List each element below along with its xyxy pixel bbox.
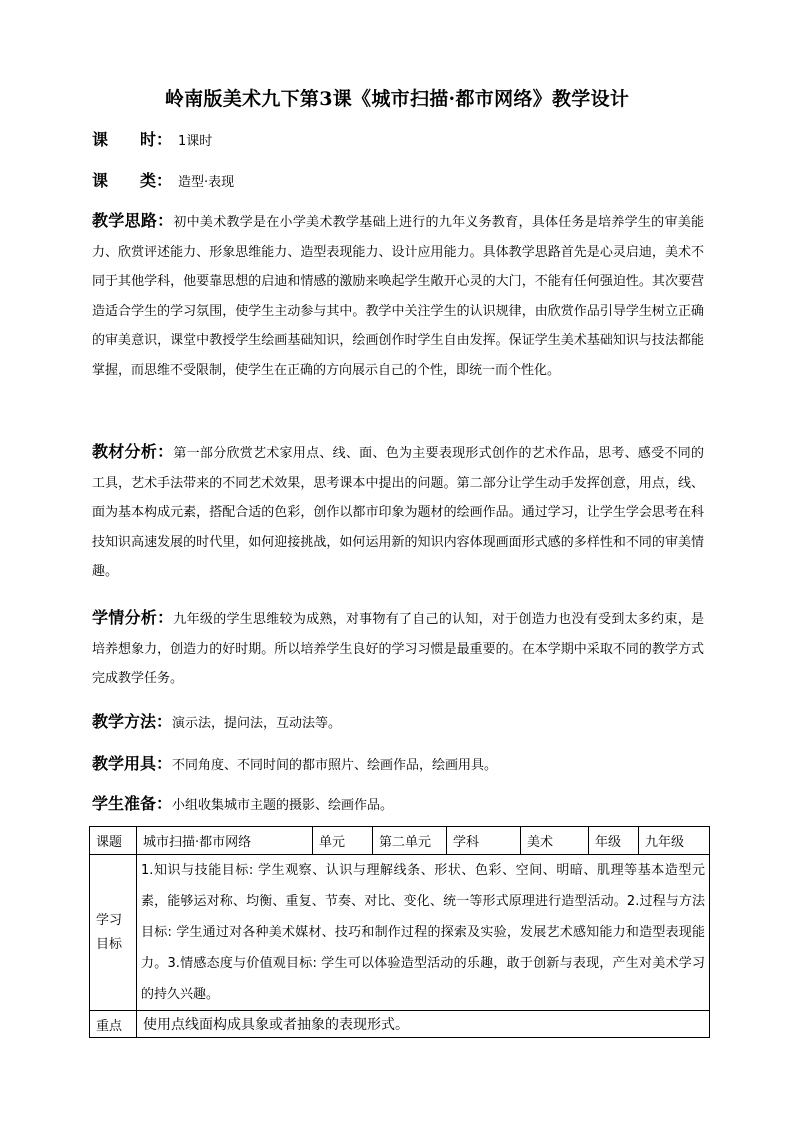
teaching-thinking-text: 初中美术教学是在小学美术教学基础上进行的九年义务教育，具体任务是培养学生的审美能力、欣赏评述能力、形象思维能力、造型表现能力、设计应用能力。具体教学思路首先是心灵启迪，美术不同于其他学科，他要靠思想的启迪和情感的激励来唤起学生敞开心灵的大门，不能有任何强迫性。其次要营造适合学生的学习氛围，使学生主动参与其中。教学中关注学生的认识规律，由欣赏作品引导学生树立正确的审美意识，课堂中教授学生绘画基础知识，绘画创作时学生自由发挥。保证学生美术基础知识与技法都能掌握，而思维不受限制，使学生在正确的方向展示自己的个性，即统一而个性化。 <box>92 215 704 378</box>
category-value: 造型·表现 <box>178 175 235 190</box>
category-field <box>92 165 704 198</box>
material-analysis-label: 教材分析： <box>92 442 174 461</box>
teaching-tools-text: 不同角度、不同时间的都市照片、绘画作品，绘画用具。 <box>172 758 498 773</box>
hours-value: 1课时 <box>178 134 213 149</box>
table-row <box>90 1011 710 1038</box>
table-cell-subject-value: 美术 <box>521 827 589 855</box>
student-prep-section <box>92 789 704 821</box>
teaching-thinking-section <box>92 206 704 385</box>
student-prep-label: 学生准备： <box>92 794 173 813</box>
table-cell-key-text: 使用点线面构成具象或者抽象的表现形式。 <box>137 1011 710 1038</box>
student-prep-text: 小组收集城市主题的摄影、绘画作品。 <box>172 798 394 813</box>
lesson-info-table <box>89 826 710 1038</box>
teaching-methods-text: 演示法，提问法，互动法等。 <box>172 716 342 731</box>
teaching-methods-section <box>92 707 704 739</box>
hours-label: 课 时： <box>92 130 173 149</box>
goals-label-line2: 目标 <box>96 936 123 952</box>
table-cell-grade-label: 年级 <box>589 827 639 855</box>
material-analysis-text: 第一部分欣赏艺术家用点、线、面、色为主要表现形式创作的艺术作品，思考、感受不同的工具，艺术手法带来的不同艺术效果，思考课本中提出的问题。第二部分让学生动手发挥创意，用点，线、面为基本构成元素，搭配合适的色彩，创作以都市印象为题材的绘画作品。通过学习，让学生学会思考在科技知识高速发展的时代里，如何迎接挑战，如何运用新的知识内容体现画面形式感的多样性和不同的审美情趣。 <box>92 446 704 579</box>
table-cell-grade-value: 九年级 <box>639 827 710 855</box>
document-title: 岭南版美术九下第3课《城市扫描·都市网络》教学设计 <box>164 88 630 110</box>
student-analysis-text: 九年级的学生思维较为成熟，对事物有了自己的认知，对于创造力也没有受到太多约束，是培养想象力，创造力的好时期。所以培养学生良好的学习习惯是最重要的。在本学期中采取不同的教学方式完成教学任务。 <box>92 612 704 686</box>
table-cell-key-label: 重点 <box>90 1011 137 1038</box>
teaching-methods-label: 教学方法： <box>92 712 173 731</box>
teaching-thinking-label: 教学思路： <box>92 211 174 230</box>
table-cell-goals-label <box>90 855 137 1011</box>
table-row <box>90 855 710 1011</box>
student-analysis-section <box>92 603 704 694</box>
table-cell-subject-label: 学科 <box>447 827 521 855</box>
table-cell-topic-value: 城市扫描·都市网络 <box>137 827 313 855</box>
student-analysis-label: 学情分析： <box>92 608 174 627</box>
material-analysis-section <box>92 437 704 587</box>
table-cell-unit-value: 第二单元 <box>373 827 447 855</box>
hours-field <box>92 124 704 157</box>
table-cell-unit-label: 单元 <box>313 827 373 855</box>
category-label: 课 类： <box>92 171 173 190</box>
teaching-tools-label: 教学用具： <box>92 754 173 773</box>
teaching-tools-section <box>92 749 704 781</box>
table-cell-topic-label: 课题 <box>90 827 137 855</box>
table-cell-goals-text: 1.知识与技能目标: 学生观察、认识与理解线条、形状、色彩、空间、明暗、肌理等基本造型元素，能够运对称、均衡、重复、节奏、对比、变化、统一等形式原理进行造型活动。2.过程与方法目标: 学生通过对各种美术媒材、技巧和制作过程的探索及实验，发展艺术感知能力和造型表现能力。3.情感态度与价值观目标: 学生可以体验造型活动的乐趣，敢于创新与表现，产生对美术学习的持久兴趣。 <box>137 855 710 1011</box>
table-row <box>90 827 710 855</box>
goals-label-line1: 学习 <box>96 912 123 928</box>
